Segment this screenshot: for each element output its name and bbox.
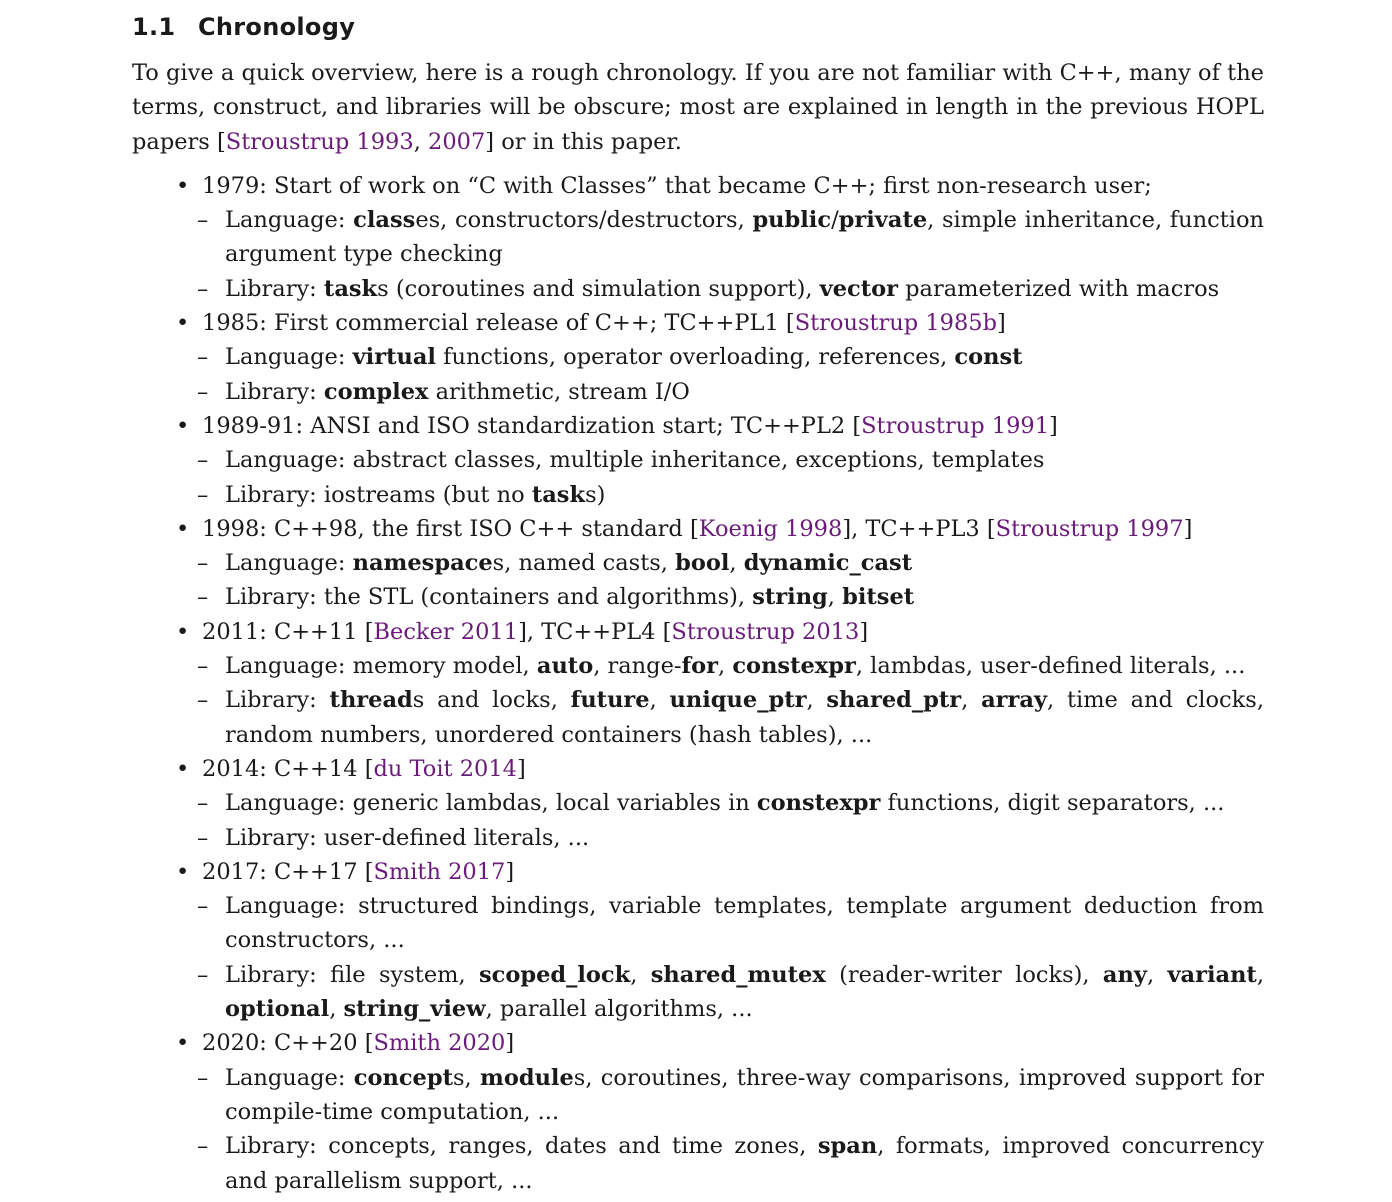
chronology-entry bbox=[132, 306, 1264, 409]
chronology-entry bbox=[132, 169, 1264, 306]
bullet-marker: • bbox=[176, 310, 190, 337]
citation-link[interactable]: Stroustrup 1993 bbox=[225, 128, 414, 155]
text-run: , bbox=[961, 687, 982, 714]
intro-separator: , bbox=[413, 128, 428, 155]
detail-item bbox=[197, 649, 1264, 683]
text-run: Library: the STL (containers and algorithms), bbox=[225, 584, 753, 611]
text-run: , simple inheritance, function argument type checking bbox=[225, 207, 1264, 268]
text-run: 1998: C++98, the first ISO C++ standard [ bbox=[202, 515, 699, 542]
dash-marker: – bbox=[197, 584, 209, 611]
text-run: s (coroutines and simulation support), bbox=[377, 275, 820, 302]
code-keyword: complex bbox=[323, 378, 429, 405]
text-run: s, bbox=[453, 1064, 481, 1091]
detail-item bbox=[197, 546, 1264, 580]
text-run: , time and clocks, random numbers, unordered containers (hash tables), ... bbox=[225, 687, 1264, 748]
code-keyword: optional bbox=[225, 996, 330, 1023]
entry-details bbox=[197, 786, 1264, 855]
text-run: / bbox=[831, 207, 839, 234]
code-keyword: future bbox=[570, 687, 650, 714]
code-keyword: vector bbox=[819, 275, 898, 302]
entry-details bbox=[197, 1061, 1264, 1198]
code-keyword: string_view bbox=[343, 996, 486, 1023]
bullet-marker: • bbox=[176, 755, 190, 782]
detail-item bbox=[197, 478, 1264, 512]
text-run: ] bbox=[505, 1030, 515, 1057]
text-run: , bbox=[630, 961, 651, 988]
text-run: Library: bbox=[225, 275, 324, 302]
citation-link[interactable]: 2007 bbox=[428, 128, 486, 155]
detail-item bbox=[197, 340, 1264, 374]
text-run: Library: file system, bbox=[225, 961, 479, 988]
text-run: , formats, improved concurrency and parallelism support, ... bbox=[225, 1133, 1264, 1194]
detail-item bbox=[197, 203, 1264, 272]
text-run: 2011: C++11 [ bbox=[202, 618, 374, 645]
text-run: Library: bbox=[225, 378, 324, 405]
dash-marker: – bbox=[197, 207, 209, 234]
detail-item bbox=[197, 1129, 1264, 1198]
code-keyword: constexpr bbox=[732, 653, 856, 680]
code-keyword: bool bbox=[675, 550, 730, 577]
dash-marker: – bbox=[197, 550, 209, 577]
code-keyword: for bbox=[681, 653, 719, 680]
detail-item bbox=[197, 889, 1264, 958]
text-run: , range- bbox=[593, 653, 682, 680]
code-keyword: public bbox=[752, 207, 832, 234]
bullet-marker: • bbox=[176, 858, 190, 885]
section-heading bbox=[132, 8, 1264, 46]
text-run: functions, operator overloading, references, bbox=[435, 344, 955, 371]
intro-text-before: To give a quick overview, here is a rough chronology. If you are not familiar with C++, many of the terms, construct, and libraries will be obscure; most are explained in length in the previous HOPL papers [ bbox=[132, 60, 1264, 155]
code-keyword: scoped_lock bbox=[478, 961, 631, 988]
entry-heading bbox=[202, 615, 1264, 649]
entry-details bbox=[197, 443, 1264, 512]
citation-link[interactable]: du Toit 2014 bbox=[373, 755, 517, 782]
detail-item bbox=[197, 272, 1264, 306]
entry-heading bbox=[202, 169, 1264, 203]
text-run: 1985: First commercial release of C++; TC++PL1 [ bbox=[202, 310, 795, 337]
text-run: , lambdas, user-defined literals, ... bbox=[855, 653, 1246, 680]
text-run: arithmetic, stream I/O bbox=[428, 378, 690, 405]
text-run: s and locks, bbox=[412, 687, 571, 714]
citation-link[interactable]: Stroustrup 2013 bbox=[671, 618, 860, 645]
chronology-entry bbox=[132, 855, 1264, 1026]
chronology-entry bbox=[132, 1026, 1264, 1197]
detail-item bbox=[197, 580, 1264, 614]
text-run: , bbox=[827, 584, 843, 611]
text-run: s, named casts, bbox=[492, 550, 676, 577]
text-run: Library: user-defined literals, ... bbox=[225, 824, 590, 851]
text-run: s) bbox=[585, 481, 606, 508]
code-keyword: namespace bbox=[352, 550, 493, 577]
detail-item bbox=[197, 786, 1264, 820]
citation-link[interactable]: Stroustrup 1991 bbox=[861, 412, 1050, 439]
code-keyword: shared_mutex bbox=[650, 961, 826, 988]
dash-marker: – bbox=[197, 790, 209, 817]
detail-item bbox=[197, 821, 1264, 855]
text-run: ], TC++PL4 [ bbox=[518, 618, 672, 645]
bullet-marker: • bbox=[176, 515, 190, 542]
detail-item bbox=[197, 958, 1264, 1027]
code-keyword: task bbox=[531, 481, 586, 508]
code-keyword: unique_ptr bbox=[669, 687, 807, 714]
text-run: , bbox=[329, 996, 344, 1023]
text-run: Language: structured bindings, variable templates, template argument deduction from constructors, ... bbox=[225, 893, 1264, 954]
dash-marker: – bbox=[197, 481, 209, 508]
text-run: Library: bbox=[225, 687, 330, 714]
text-run: Language: generic lambdas, local variables in bbox=[225, 790, 757, 817]
text-run: , bbox=[1256, 961, 1264, 988]
citation-link[interactable]: Smith 2017 bbox=[373, 858, 506, 885]
text-run: Language: bbox=[225, 1064, 354, 1091]
text-run: ] bbox=[1049, 412, 1058, 439]
code-keyword: concept bbox=[353, 1064, 453, 1091]
dash-marker: – bbox=[197, 275, 209, 302]
text-run: ] bbox=[517, 755, 526, 782]
text-run: (reader-writer locks), bbox=[825, 961, 1103, 988]
code-keyword: span bbox=[817, 1133, 878, 1160]
bullet-marker: • bbox=[176, 1030, 190, 1057]
entry-details bbox=[197, 649, 1264, 752]
dash-marker: – bbox=[197, 447, 209, 474]
citation-link[interactable]: Becker 2011 bbox=[373, 618, 519, 645]
text-run: , parallel algorithms, ... bbox=[485, 996, 753, 1023]
citation-link[interactable]: Koenig 1998 bbox=[698, 515, 843, 542]
dash-marker: – bbox=[197, 961, 209, 988]
text-run: 2017: C++17 [ bbox=[202, 858, 374, 885]
text-run: s, coroutines, three-way comparisons, improved support for compile-time computation, ... bbox=[225, 1064, 1264, 1125]
entry-details bbox=[197, 340, 1264, 409]
bullet-marker: • bbox=[176, 618, 190, 645]
text-run: Language: bbox=[225, 207, 354, 234]
code-keyword: array bbox=[981, 687, 1048, 714]
text-run: Library: iostreams (but no bbox=[225, 481, 532, 508]
bullet-marker: • bbox=[176, 412, 190, 439]
code-keyword: any bbox=[1102, 961, 1147, 988]
text-run: ], TC++PL3 [ bbox=[842, 515, 996, 542]
entry-details bbox=[197, 203, 1264, 306]
detail-item bbox=[197, 683, 1264, 752]
chronology-list bbox=[132, 169, 1264, 1198]
bullet-marker: • bbox=[176, 172, 190, 199]
detail-item bbox=[197, 375, 1264, 409]
dash-marker: – bbox=[197, 1133, 209, 1160]
text-run: , bbox=[729, 550, 744, 577]
entry-heading bbox=[202, 512, 1264, 546]
text-run: , bbox=[806, 687, 827, 714]
detail-item bbox=[197, 443, 1264, 477]
section-title: Chronology bbox=[198, 13, 356, 41]
code-keyword: auto bbox=[536, 653, 594, 680]
intro-text-after: ] or in this paper. bbox=[485, 128, 682, 155]
entry-heading bbox=[202, 752, 1264, 786]
text-run: 2014: C++14 [ bbox=[202, 755, 374, 782]
detail-item bbox=[197, 1061, 1264, 1130]
dash-marker: – bbox=[197, 893, 209, 920]
code-keyword: virtual bbox=[352, 344, 436, 371]
code-keyword: task bbox=[323, 275, 378, 302]
section-number: 1.1 bbox=[132, 13, 176, 41]
code-keyword: const bbox=[954, 344, 1023, 371]
paper-page bbox=[132, 8, 1264, 1198]
text-run: ] bbox=[859, 618, 869, 645]
text-run: , bbox=[1146, 961, 1168, 988]
text-run: Language: memory model, bbox=[225, 653, 537, 680]
chronology-entry bbox=[132, 752, 1264, 855]
code-keyword: class bbox=[353, 207, 416, 234]
text-run: parameterized with macros bbox=[898, 275, 1220, 302]
code-keyword: variant bbox=[1167, 961, 1257, 988]
citation-link[interactable]: Stroustrup 1997 bbox=[995, 515, 1184, 542]
dash-marker: – bbox=[197, 687, 209, 714]
code-keyword: constexpr bbox=[756, 790, 881, 817]
dash-marker: – bbox=[197, 824, 209, 851]
code-keyword: dynamic_cast bbox=[743, 550, 913, 577]
text-run: Language: bbox=[225, 550, 353, 577]
entry-details bbox=[197, 889, 1264, 1026]
code-keyword: module bbox=[480, 1064, 574, 1091]
citation-link[interactable]: Smith 2020 bbox=[373, 1030, 506, 1057]
text-run: 1989-91: ANSI and ISO standardization start; TC++PL2 [ bbox=[202, 412, 862, 439]
text-run: Library: concepts, ranges, dates and time zones, bbox=[225, 1133, 818, 1160]
text-run: ] bbox=[1183, 515, 1193, 542]
code-keyword: string bbox=[752, 584, 828, 611]
text-run: es, constructors/destructors, bbox=[415, 207, 753, 234]
entry-heading bbox=[202, 409, 1264, 443]
intro-paragraph bbox=[132, 56, 1264, 159]
entry-heading bbox=[202, 1026, 1264, 1060]
text-run: , bbox=[718, 653, 733, 680]
dash-marker: – bbox=[197, 378, 209, 405]
chronology-entry bbox=[132, 615, 1264, 752]
entry-details bbox=[197, 546, 1264, 615]
text-run: 2020: C++20 [ bbox=[202, 1030, 374, 1057]
dash-marker: – bbox=[197, 344, 209, 371]
text-run: ] bbox=[505, 858, 515, 885]
code-keyword: bitset bbox=[842, 584, 915, 611]
code-keyword: shared_ptr bbox=[826, 687, 962, 714]
text-run: Language: abstract classes, multiple inheritance, exceptions, templates bbox=[225, 447, 1045, 474]
text-run: ] bbox=[997, 310, 1006, 337]
entry-heading bbox=[202, 855, 1264, 889]
code-keyword: private bbox=[838, 207, 928, 234]
code-keyword: thread bbox=[329, 687, 413, 714]
chronology-entry bbox=[132, 409, 1264, 512]
text-run: 1979: Start of work on “C with Classes” that became C++; first non-research user; bbox=[202, 172, 1152, 199]
dash-marker: – bbox=[197, 1064, 209, 1091]
text-run: , bbox=[649, 687, 670, 714]
citation-link[interactable]: Stroustrup 1985b bbox=[794, 310, 998, 337]
dash-marker: – bbox=[197, 653, 209, 680]
entry-heading bbox=[202, 306, 1264, 340]
text-run: functions, digit separators, ... bbox=[880, 790, 1225, 817]
text-run: Language: bbox=[225, 344, 353, 371]
chronology-entry bbox=[132, 512, 1264, 615]
